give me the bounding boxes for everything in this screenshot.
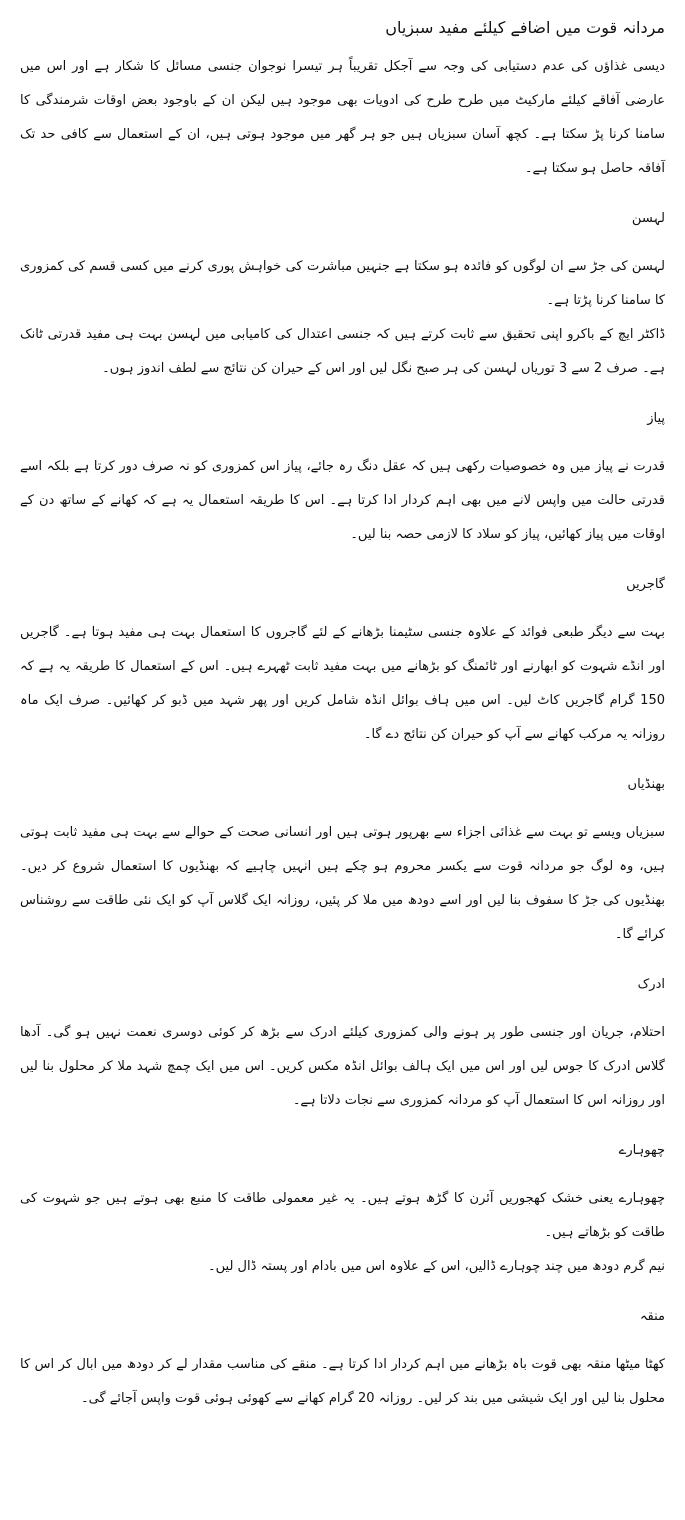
- dates-paragraph-1: چھوہارے یعنی خشک کھجوریں آئرن کا گڑھ ہوتے ہیں۔ یہ غیر معمولی طاقت کا منبع بھی ہوتے ہیں جو شہوت کی طاقت کو بڑھاتے ہیں۔: [20, 1191, 665, 1240]
- dates-paragraph-2: نیم گرم دودھ میں چند چوہارے ڈالیں، اس کے علاوہ اس میں بادام اور پستہ ڈال لیں۔: [208, 1259, 665, 1274]
- section-heading-dates: چھوہارے: [618, 1143, 665, 1158]
- okra-paragraph: سبزیاں ویسے تو بہت سے غذائی اجزاء سے بھرپور ہوتی ہیں اور انسانی صحت کے حوالے سے بہت ہی مفید ثابت ہوتی ہیں، وہ لوگ جو مردانہ قوت سے یکسر محروم ہو چکے ہیں انہیں چاہیے کہ بھنڈیوں کا استعمال شروع کر دیں۔ بھنڈیوں کی جڑ کا سفوف بنا لیں اور اسے دودھ میں ملا کر پئیں، روزانہ ایک گلاس آپ کو ایک نئی طاقت سے روشناس کرائے گا۔: [20, 825, 665, 942]
- article-title: مردانہ قوت میں اضافے کیلئے مفید سبزیاں: [385, 18, 665, 37]
- garlic-paragraph-2: ڈاکٹر ایچ کے باکرو اپنی تحقیق سے ثابت کرتے ہیں کہ جنسی اعتدال کی کامیابی میں لہسن بہت ہی مفید قدرتی ٹانک ہے۔ صرف 2 سے 3 توریاں لہسن کی ہر صبح نگل لیں اور اس کے حیران کن نتائج سے لطف اندوز ہوں۔: [20, 327, 665, 376]
- carrots-paragraph: بہت سے دیگر طبعی فوائد کے علاوہ جنسی سٹیمنا بڑھانے کے لئے گاجروں کا استعمال بہت ہی مفید ہوتا ہے۔ گاجریں اور انڈے شہوت کو ابھارنے اور ٹائمنگ کو بڑھانے میں بہت مفید ثابت ٹھہرے ہیں۔ اس کے استعمال کا طریقہ یہ ہے کہ 150 گرام گاجریں کاٹ لیں۔ اس میں ہاف بوائل انڈہ شامل کریں اور پھر شہد میں ڈبو کر کھائیں۔ صرف ایک ماہ روزانہ یہ مرکب کھانے سے آپ کو حیران کن نتائج دے گا۔: [20, 625, 665, 742]
- section-heading-ginger: ادرک: [637, 977, 665, 992]
- onion-paragraph: قدرت نے پیاز میں وہ خصوصیات رکھی ہیں کہ عقل دنگ رہ جائے، پیاز اس کمزوری کو نہ صرف دور کرتا ہے بلکہ اسے قدرتی حالت میں واپس لانے میں بھی اہم کردار ادا کرتا ہے۔ اس کا طریقہ استعمال یہ ہے کہ کھانے کے ساتھ دن کے اوقات میں پیاز کھائیں، پیاز کو سلاد کا لازمی حصہ بنا لیں۔: [20, 459, 665, 542]
- section-heading-garlic: لہسن: [631, 211, 665, 226]
- section-heading-carrots: گاجریں: [626, 577, 665, 592]
- raisins-paragraph: کھٹا میٹھا منقہ بھی قوت باہ بڑھانے میں اہم کردار ادا کرتا ہے۔ منقے کی مناسب مقدار لے کر دودھ میں ابال کر اس کا محلول بنا لیں اور ایک شیشی میں بند کر لیں۔ روزانہ 20 گرام کھانے سے کھوئی ہوئی قوت واپس آجائے گی۔: [20, 1357, 665, 1406]
- section-heading-raisins: منقہ: [639, 1309, 665, 1324]
- section-heading-onion: پیاز: [647, 411, 665, 426]
- section-heading-okra: بھنڈیاں: [627, 777, 665, 792]
- ginger-paragraph: احتلام، جریان اور جنسی طور پر ہونے والی کمزوری کیلئے ادرک سے بڑھ کر کوئی دوسری نعمت نہیں ہو گی۔ آدھا گلاس ادرک کا جوس لیں اور اس میں ایک ہالف بوائل انڈہ مکس کریں۔ اس میں ایک چمچ شہد ملا کر محلول بنا لیں اور روزانہ اس کا استعمال آپ کو مردانہ کمزوری سے نجات دلاتا ہے۔: [20, 1025, 665, 1108]
- garlic-paragraph-1: لہسن کی جڑ سے ان لوگوں کو فائدہ ہو سکتا ہے جنہیں مباشرت کی خواہش پوری کرنے میں کسی قسم کی کمزوری کا سامنا کرنا پڑتا ہے۔: [20, 259, 665, 308]
- intro-paragraph: دیسی غذاؤں کی عدم دستیابی کی وجہ سے آجکل تقریباً ہر تیسرا نوجوان جنسی مسائل کا شکار ہے اور اس میں عارضی آفاقے کیلئے مارکیٹ میں طرح طرح کی ادویات بھی موجود ہیں لیکن ان کے باوجود بعض اوقات شرمندگی کا سامنا کرنا پڑ سکتا ہے۔ کچھ آسان سبزیاں ہیں جو ہر گھر میں موجود ہوتی ہیں، ان کے استعمال سے کافی حد تک آفاقہ حاصل ہو سکتا ہے۔: [20, 59, 665, 176]
